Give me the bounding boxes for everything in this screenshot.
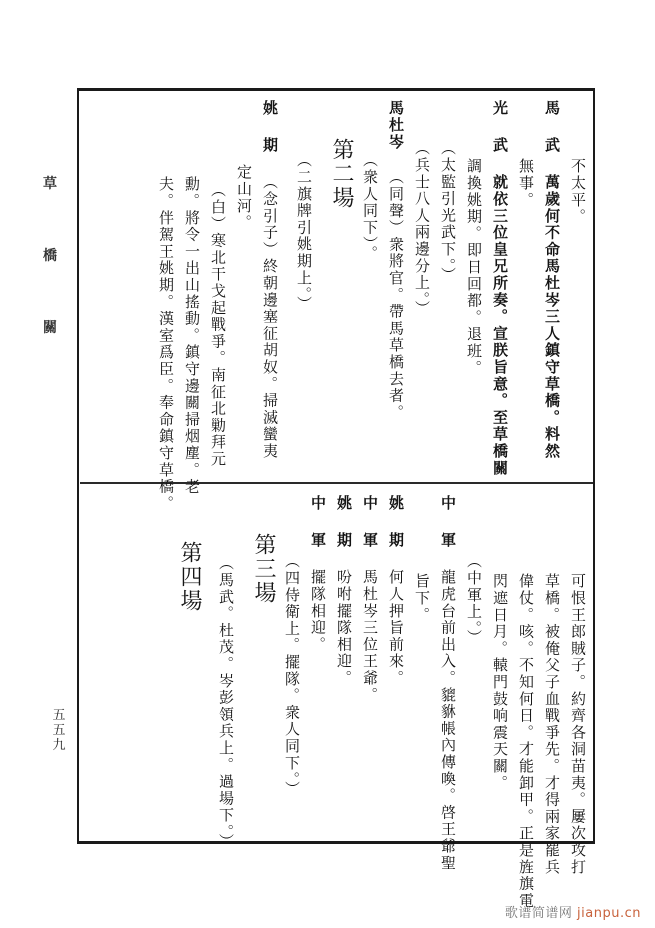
speaker-line <box>385 495 407 687</box>
stage-direction <box>359 100 381 262</box>
script-line <box>155 100 177 512</box>
script-line <box>515 495 537 909</box>
stage-direction <box>281 495 303 798</box>
script-line <box>411 495 433 623</box>
line-text: 吩咐擺隊相迎。 <box>335 569 353 687</box>
script-line <box>233 100 255 231</box>
stage-direction <box>411 100 433 317</box>
line-text: （衆人同下）。 <box>361 152 379 263</box>
scene-title: 第三場 <box>251 533 276 605</box>
scene-heading <box>327 100 355 210</box>
speaker-name: 中軍 <box>361 495 379 569</box>
line-text: （同聲）衆將官。帶馬草橋去者。 <box>387 169 405 421</box>
script-line <box>463 100 485 376</box>
stage-direction <box>437 100 459 284</box>
script-line <box>489 495 511 791</box>
line-text: （二旗牌引姚期上。） <box>295 152 313 313</box>
stage-direction <box>463 495 485 646</box>
line-text: 調換姚期。即日回都。退班。 <box>465 158 483 377</box>
script-line <box>515 100 537 208</box>
script-line <box>541 495 563 875</box>
watermark <box>505 902 641 921</box>
scene-title: 第四場 <box>177 541 202 613</box>
line-text: 草橋。被俺父子血戰爭先。才得兩家罷兵 <box>543 573 561 876</box>
speaker-line <box>541 100 563 460</box>
page-number-char: 五 <box>52 708 66 723</box>
margin-title-char: 草 <box>43 176 57 192</box>
speaker-line <box>307 495 329 653</box>
speaker-name: 馬武 <box>543 100 561 174</box>
line-text: 就依三位皇兄所奏。宣朕旨意。至草橋關 <box>491 174 509 477</box>
line-text: 夫。伴駕王姚期。漢室爲臣。奉命鎮守草橋。 <box>157 176 175 512</box>
scene-heading <box>175 495 203 613</box>
line-text: 旨下。 <box>413 573 431 624</box>
speaker-line <box>385 100 407 421</box>
line-text: （太監引光武下。） <box>439 140 457 284</box>
stage-direction <box>215 495 237 850</box>
line-text: 萬歲何不命馬杜岑三人鎮守草橋。料然 <box>543 174 561 460</box>
line-text: （兵士八人兩邊分上。） <box>413 140 431 318</box>
watermark-en: jianpu.cn <box>577 906 641 921</box>
line-text: 閃遮日月。轅門鼓响震天關。 <box>491 573 509 792</box>
watermark-cn: 歌谱简谱网 <box>504 906 573 921</box>
speaker-name: 中軍 <box>439 495 457 569</box>
speaker-line <box>333 495 355 687</box>
speaker-name: 馬杜岑 <box>387 100 405 151</box>
speaker-line <box>437 495 459 871</box>
speaker-line <box>489 100 511 476</box>
speaker-name: 姚期 <box>261 100 279 174</box>
line-text: 可恨王郎賊子。約齊各洞苗夷。屢次攻打 <box>569 573 587 876</box>
margin-title-char: 關 <box>43 320 57 336</box>
line-text: （中軍上。） <box>465 553 483 647</box>
top-panel <box>84 100 589 512</box>
bottom-panel <box>84 495 589 909</box>
page-number-char: 九 <box>52 738 66 753</box>
script-line <box>567 495 589 875</box>
line-text: （白）寒北干戈起戰爭。南征北勦拜元 <box>209 182 227 468</box>
line-text: 無事。 <box>517 158 535 209</box>
page-number-char: 五 <box>52 723 66 738</box>
margin-title-char: 橋 <box>43 248 57 264</box>
line-text: 何人押旨前來。 <box>387 569 405 687</box>
line-text: 偉仗。咳。不知何日。才能卸甲。正是旌旗電 <box>517 573 535 909</box>
script-line <box>207 100 229 468</box>
speaker-line <box>259 100 281 460</box>
script-line <box>567 100 589 225</box>
line-text: （念引子）終朝邊塞征胡奴。掃滅蠻夷 <box>261 174 279 460</box>
speaker-line <box>359 495 381 703</box>
scene-heading <box>249 495 277 605</box>
line-text: 勳。將令一出山搖動。鎮守邊關掃烟塵。老 <box>183 176 201 496</box>
line-text: 馬杜岑三位王爺。 <box>361 569 379 704</box>
line-text: （四侍衛上。擺隊。衆人同下。） <box>283 553 301 798</box>
margin-title <box>40 170 60 386</box>
line-text: （馬武。杜茂。岑彭領兵上。過場下。） <box>217 555 235 850</box>
line-text: 定山河。 <box>235 164 253 232</box>
speaker-name: 姚期 <box>335 495 353 569</box>
speaker-name: 中軍 <box>309 495 327 569</box>
page-number <box>49 708 69 753</box>
line-text: 龍虎台前出入。貔貅帳內傳喚。啓王爺聖 <box>439 569 457 872</box>
speaker-name: 姚期 <box>387 495 405 569</box>
speaker-name: 光武 <box>491 100 509 174</box>
line-text: 不太平。 <box>569 158 587 226</box>
script-line <box>181 100 203 495</box>
stage-direction <box>293 100 315 313</box>
line-text: 擺隊相迎。 <box>309 569 327 653</box>
scene-title: 第二場 <box>329 138 354 210</box>
